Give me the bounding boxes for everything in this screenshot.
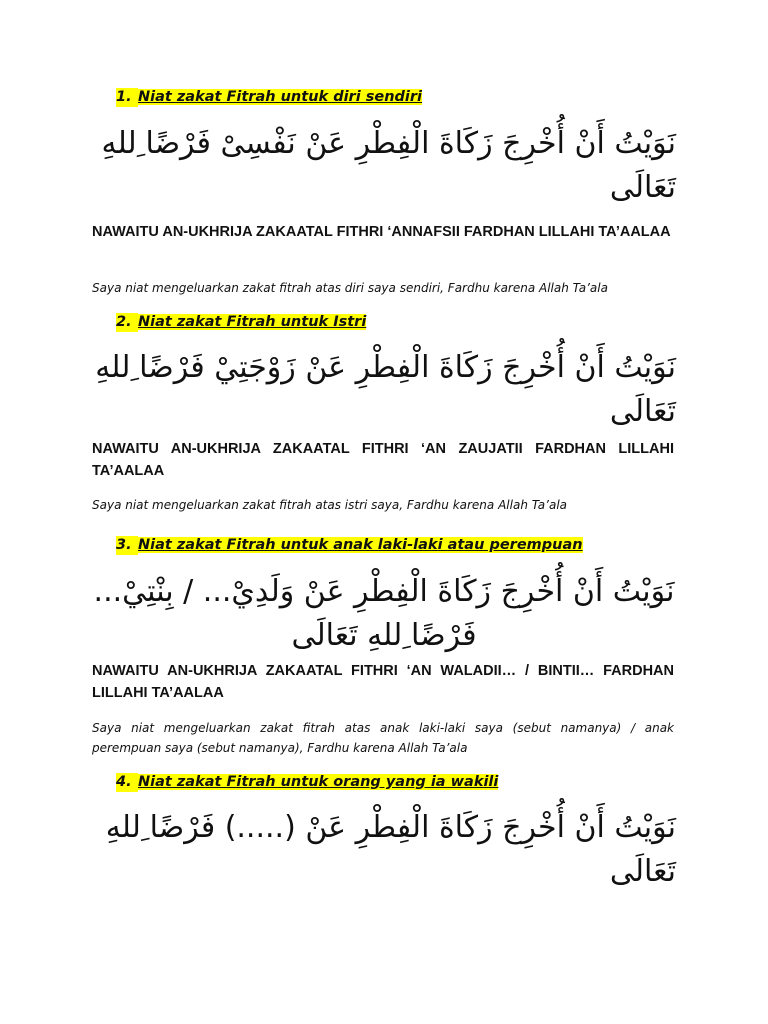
section-4-heading [116,773,498,792]
section-2-number: 2. [116,313,138,332]
section-1-arabic: نَوَيْتُ أَنْ أُخْرِجَ زَكَاةَ الْفِطْرِ عَنْ نَفْسِىْ فَرْضًا ِللهِ تَعَالَى [101,126,676,205]
section-4-title: Niat zakat Fitrah untuk orang yang ia wakili [138,774,499,790]
section-3-arabic: نَوَيْتُ أَنْ أُخْرِجَ زَكَاةَ الْفِطْرِ عَنْ وَلَدِيْ... / بِنْتِيْ... فَرْضًا ِللهِ تَعَالَى [93,574,675,653]
section-2-meaning: Saya niat mengeluarkan zakat fitrah atas istri saya, Fardhu karena Allah Ta’ala [92,498,568,512]
section-3-meaning: Saya niat mengeluarkan zakat fitrah atas anak laki-laki saya (sebut namanya) / anak perempuan saya (sebut namanya), Fardhu karena Allah Ta’ala [92,721,674,755]
section-1-transliteration: NAWAITU AN-UKHRIJA ZAKAATAL FITHRI ‘ANNAFSII FARDHAN LILLAHI TA’AALAA [92,224,671,240]
section-2-title: Niat zakat Fitrah untuk Istri [138,314,367,330]
section-1-title: Niat zakat Fitrah untuk diri sendiri [138,89,422,105]
section-1-meaning: Saya niat mengeluarkan zakat fitrah atas diri saya sendiri, Fardhu karena Allah Ta’ala [92,281,608,295]
section-1-number: 1. [116,88,138,107]
section-3-title: Niat zakat Fitrah untuk anak laki-laki atau perempuan [138,537,583,553]
section-3-transliteration: NAWAITU AN-UKHRIJA ZAKAATAL FITHRI ‘AN WALADII… / BINTII… FARDHAN LILLAHI TA’AALAA [92,663,674,701]
section-4-arabic: نَوَيْتُ أَنْ أُخْرِجَ زَكَاةَ الْفِطْرِ عَنْ (.....) فَرْضًا ِللهِ تَعَالَى [105,810,676,889]
section-3-heading [116,536,583,555]
section-4-number: 4. [116,773,138,792]
section-1-heading [116,88,422,107]
section-2-arabic: نَوَيْتُ أَنْ أُخْرِجَ زَكَاةَ الْفِطْرِ عَنْ زَوْجَتِيْ فَرْضًا ِللهِ تَعَالَى [95,350,676,429]
section-2-heading [116,313,366,332]
section-2-transliteration: NAWAITU AN-UKHRIJA ZAKAATAL FITHRI ‘AN ZAUJATII FARDHAN LILLAHI TA’AALAA [92,441,674,479]
section-3-number: 3. [116,536,138,555]
